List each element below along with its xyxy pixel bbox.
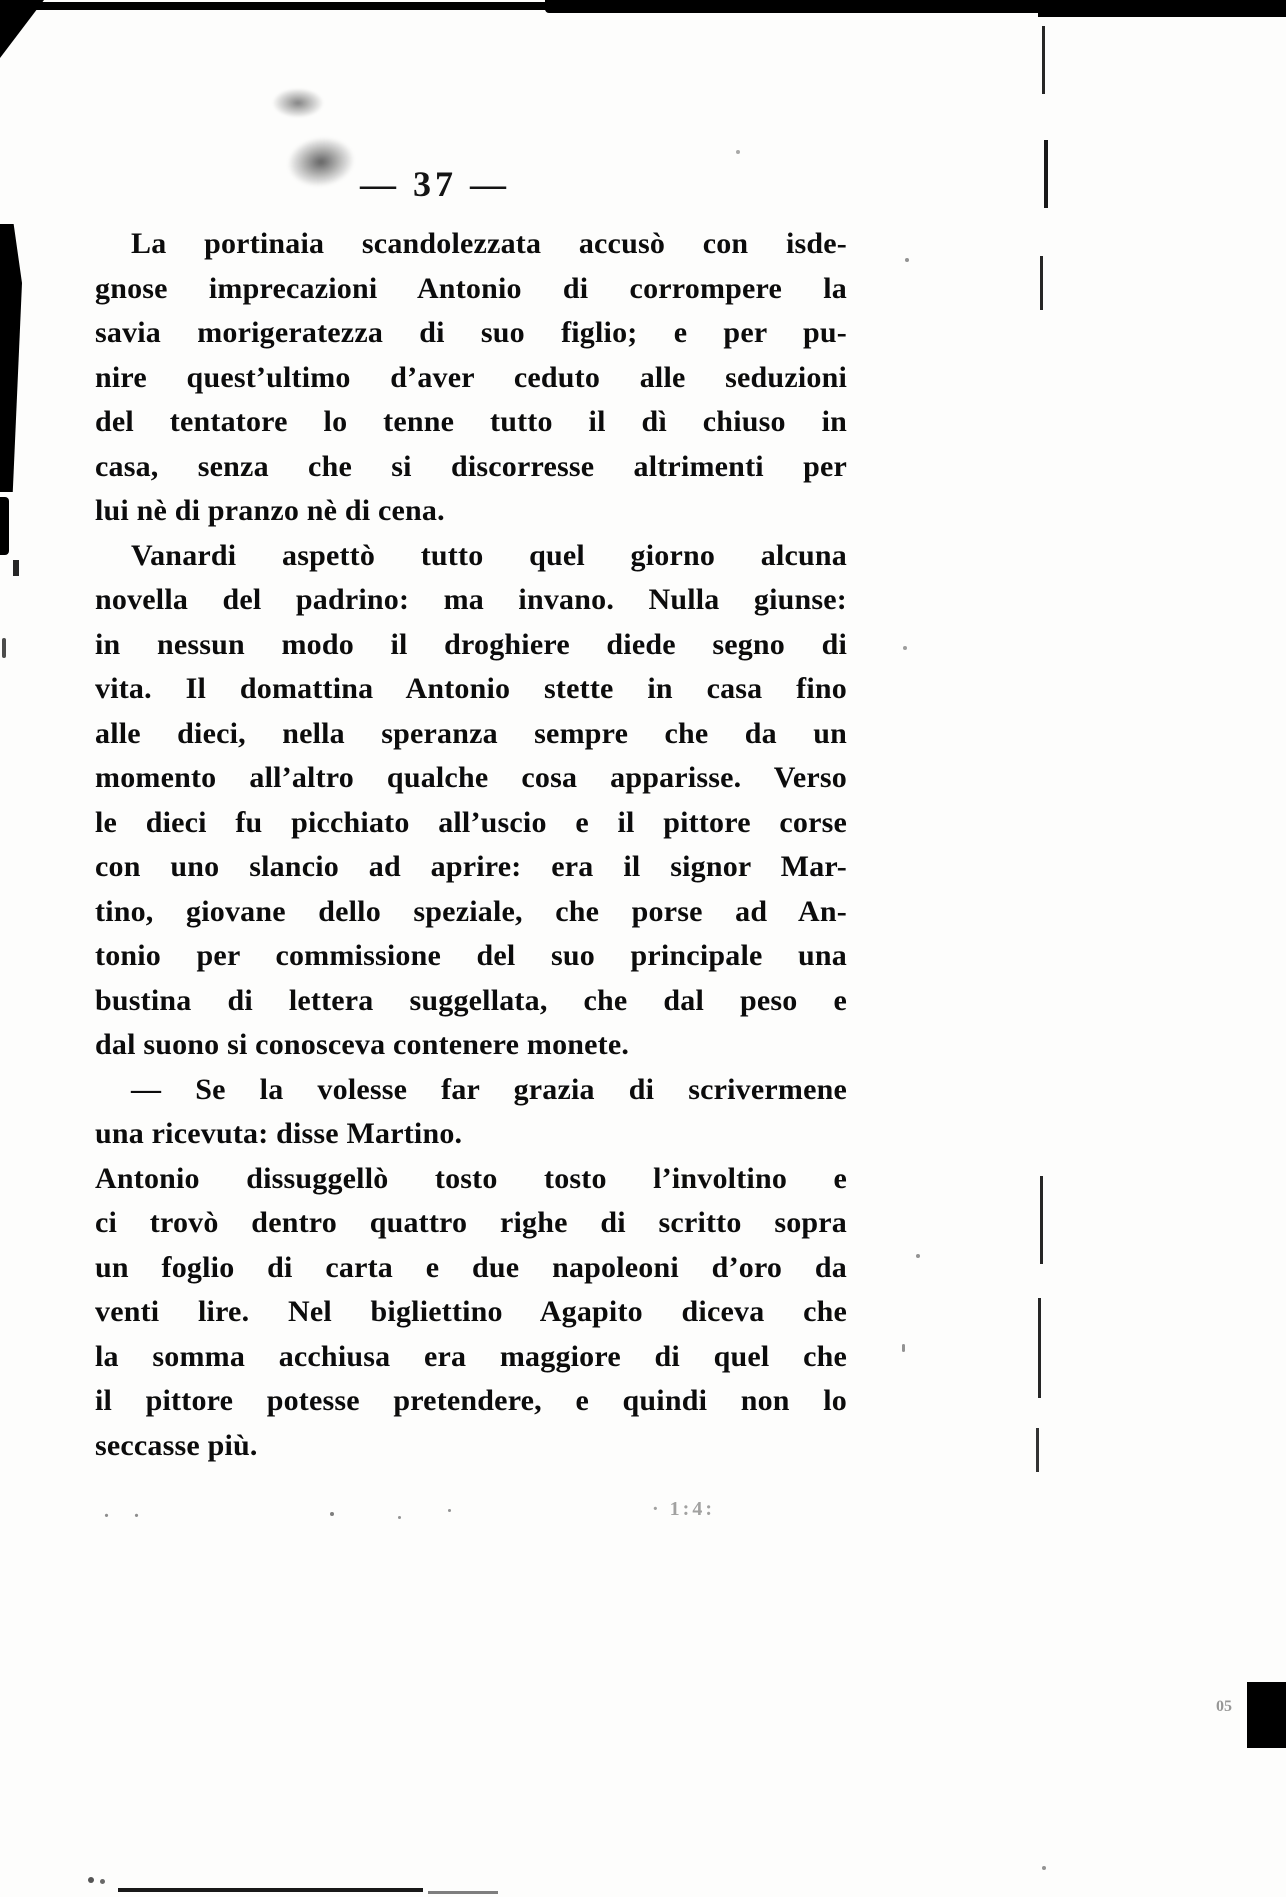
text-line: il pittore potesse pretendere, e quindi non lo	[95, 1384, 847, 1417]
ink-speck	[330, 1512, 334, 1516]
scan-artifact-right-line	[1040, 256, 1043, 310]
scan-artifact-bottom-edge	[428, 1891, 498, 1894]
text-line: dal suono si conosceva contenere monete.	[95, 1028, 630, 1061]
ink-speck	[448, 1509, 451, 1512]
footer-mark-side: 05	[1216, 1698, 1232, 1715]
text-line: bustina di lettera suggellata, che dal peso e	[95, 983, 847, 1017]
text-line: casa, senza che si discorresse altrimenti per	[95, 449, 847, 483]
text-line: nire quest’ultimo d’aver ceduto alle seduzioni	[95, 360, 847, 394]
scan-artifact-right-line	[1042, 26, 1045, 94]
text-line: in nessun modo il droghiere diede segno di	[95, 627, 847, 661]
ink-smudge	[272, 88, 324, 118]
ink-speck	[905, 258, 909, 262]
text-line: lui nè di pranzo nè di cena.	[95, 494, 445, 527]
text-line: Antonio dissuggellò tosto tosto l’involtino e	[95, 1161, 847, 1195]
ink-speck	[88, 1877, 94, 1883]
paragraph-3	[95, 1068, 847, 1157]
scan-artifact-top-edge	[1038, 0, 1286, 17]
text-line: la somma acchiusa era maggiore di quel che	[95, 1339, 847, 1373]
scan-artifact-right-line	[1038, 1298, 1041, 1398]
paragraph-2	[95, 534, 847, 1068]
footer-mark-left: . .	[104, 1500, 149, 1522]
ink-speck	[1042, 1866, 1046, 1870]
text-line: vita. Il domattina Antonio stette in casa fino	[95, 672, 847, 705]
text-line: seccasse più.	[95, 1428, 258, 1462]
text-line: del tentatore lo tenne tutto il dì chiuso in	[95, 405, 847, 438]
scan-artifact-left-edge	[0, 497, 9, 555]
scan-artifact-top-edge	[545, 0, 1045, 13]
text-line: le dieci fu picchiato all’uscio e il pittore corse	[95, 805, 847, 839]
text-line: una ricevuta: disse Martino.	[95, 1117, 463, 1150]
ink-speck	[916, 1254, 920, 1258]
page-number: — 37 —	[360, 164, 510, 204]
footer-mark-right: · 1:4:	[652, 1498, 715, 1520]
text-line: un foglio di carta e due napoleoni d’oro da	[95, 1250, 847, 1284]
text-line: tino, giovane dello speziale, che porse ad An-	[95, 894, 847, 928]
text-line: con uno slancio ad aprire: era il signor Mar-	[95, 850, 847, 883]
page-text	[95, 222, 847, 1468]
scan-artifact-right-line	[1044, 140, 1048, 208]
scan-artifact-bottom-edge	[118, 1888, 423, 1892]
ink-speck	[902, 1344, 905, 1352]
ink-speck	[398, 1516, 401, 1519]
ink-speck	[736, 150, 740, 154]
paragraph-4	[95, 1157, 847, 1469]
ink-speck	[100, 1879, 105, 1884]
scan-artifact-left-edge	[0, 224, 22, 492]
scan-artifact-left-edge	[2, 638, 6, 658]
ink-speck	[903, 646, 907, 650]
text-line: gnose imprecazioni Antonio di corrompere la	[95, 271, 847, 305]
scan-artifact-right-line	[1036, 1428, 1039, 1472]
text-line: savia morigeratezza di suo figlio; e per pu-	[95, 316, 847, 349]
scan-artifact-right-block	[1247, 1682, 1286, 1748]
text-line: momento all’altro qualche cosa apparisse. Verso	[95, 761, 847, 794]
text-line: Vanardi aspettò tutto quel giorno alcuna	[131, 538, 847, 572]
text-line: ci trovò dentro quattro righe di scritto sopra	[95, 1206, 847, 1239]
scan-artifact-top-edge	[16, 2, 551, 10]
text-line: alle dieci, nella speranza sempre che da un	[95, 716, 847, 750]
text-line: tonio per commissione del suo principale una	[95, 939, 847, 972]
text-line: — Se la volesse far grazia di scrivermene	[131, 1072, 847, 1106]
scan-artifact-left-edge	[13, 560, 19, 576]
text-line: venti lire. Nel bigliettino Agapito diceva che	[95, 1295, 847, 1328]
scan-artifact-right-line	[1040, 1176, 1043, 1264]
text-line: La portinaia scandolezzata accusò con isde-	[131, 227, 847, 260]
text-line: novella del padrino: ma invano. Nulla giunse:	[95, 583, 847, 616]
paragraph-1	[95, 222, 847, 534]
